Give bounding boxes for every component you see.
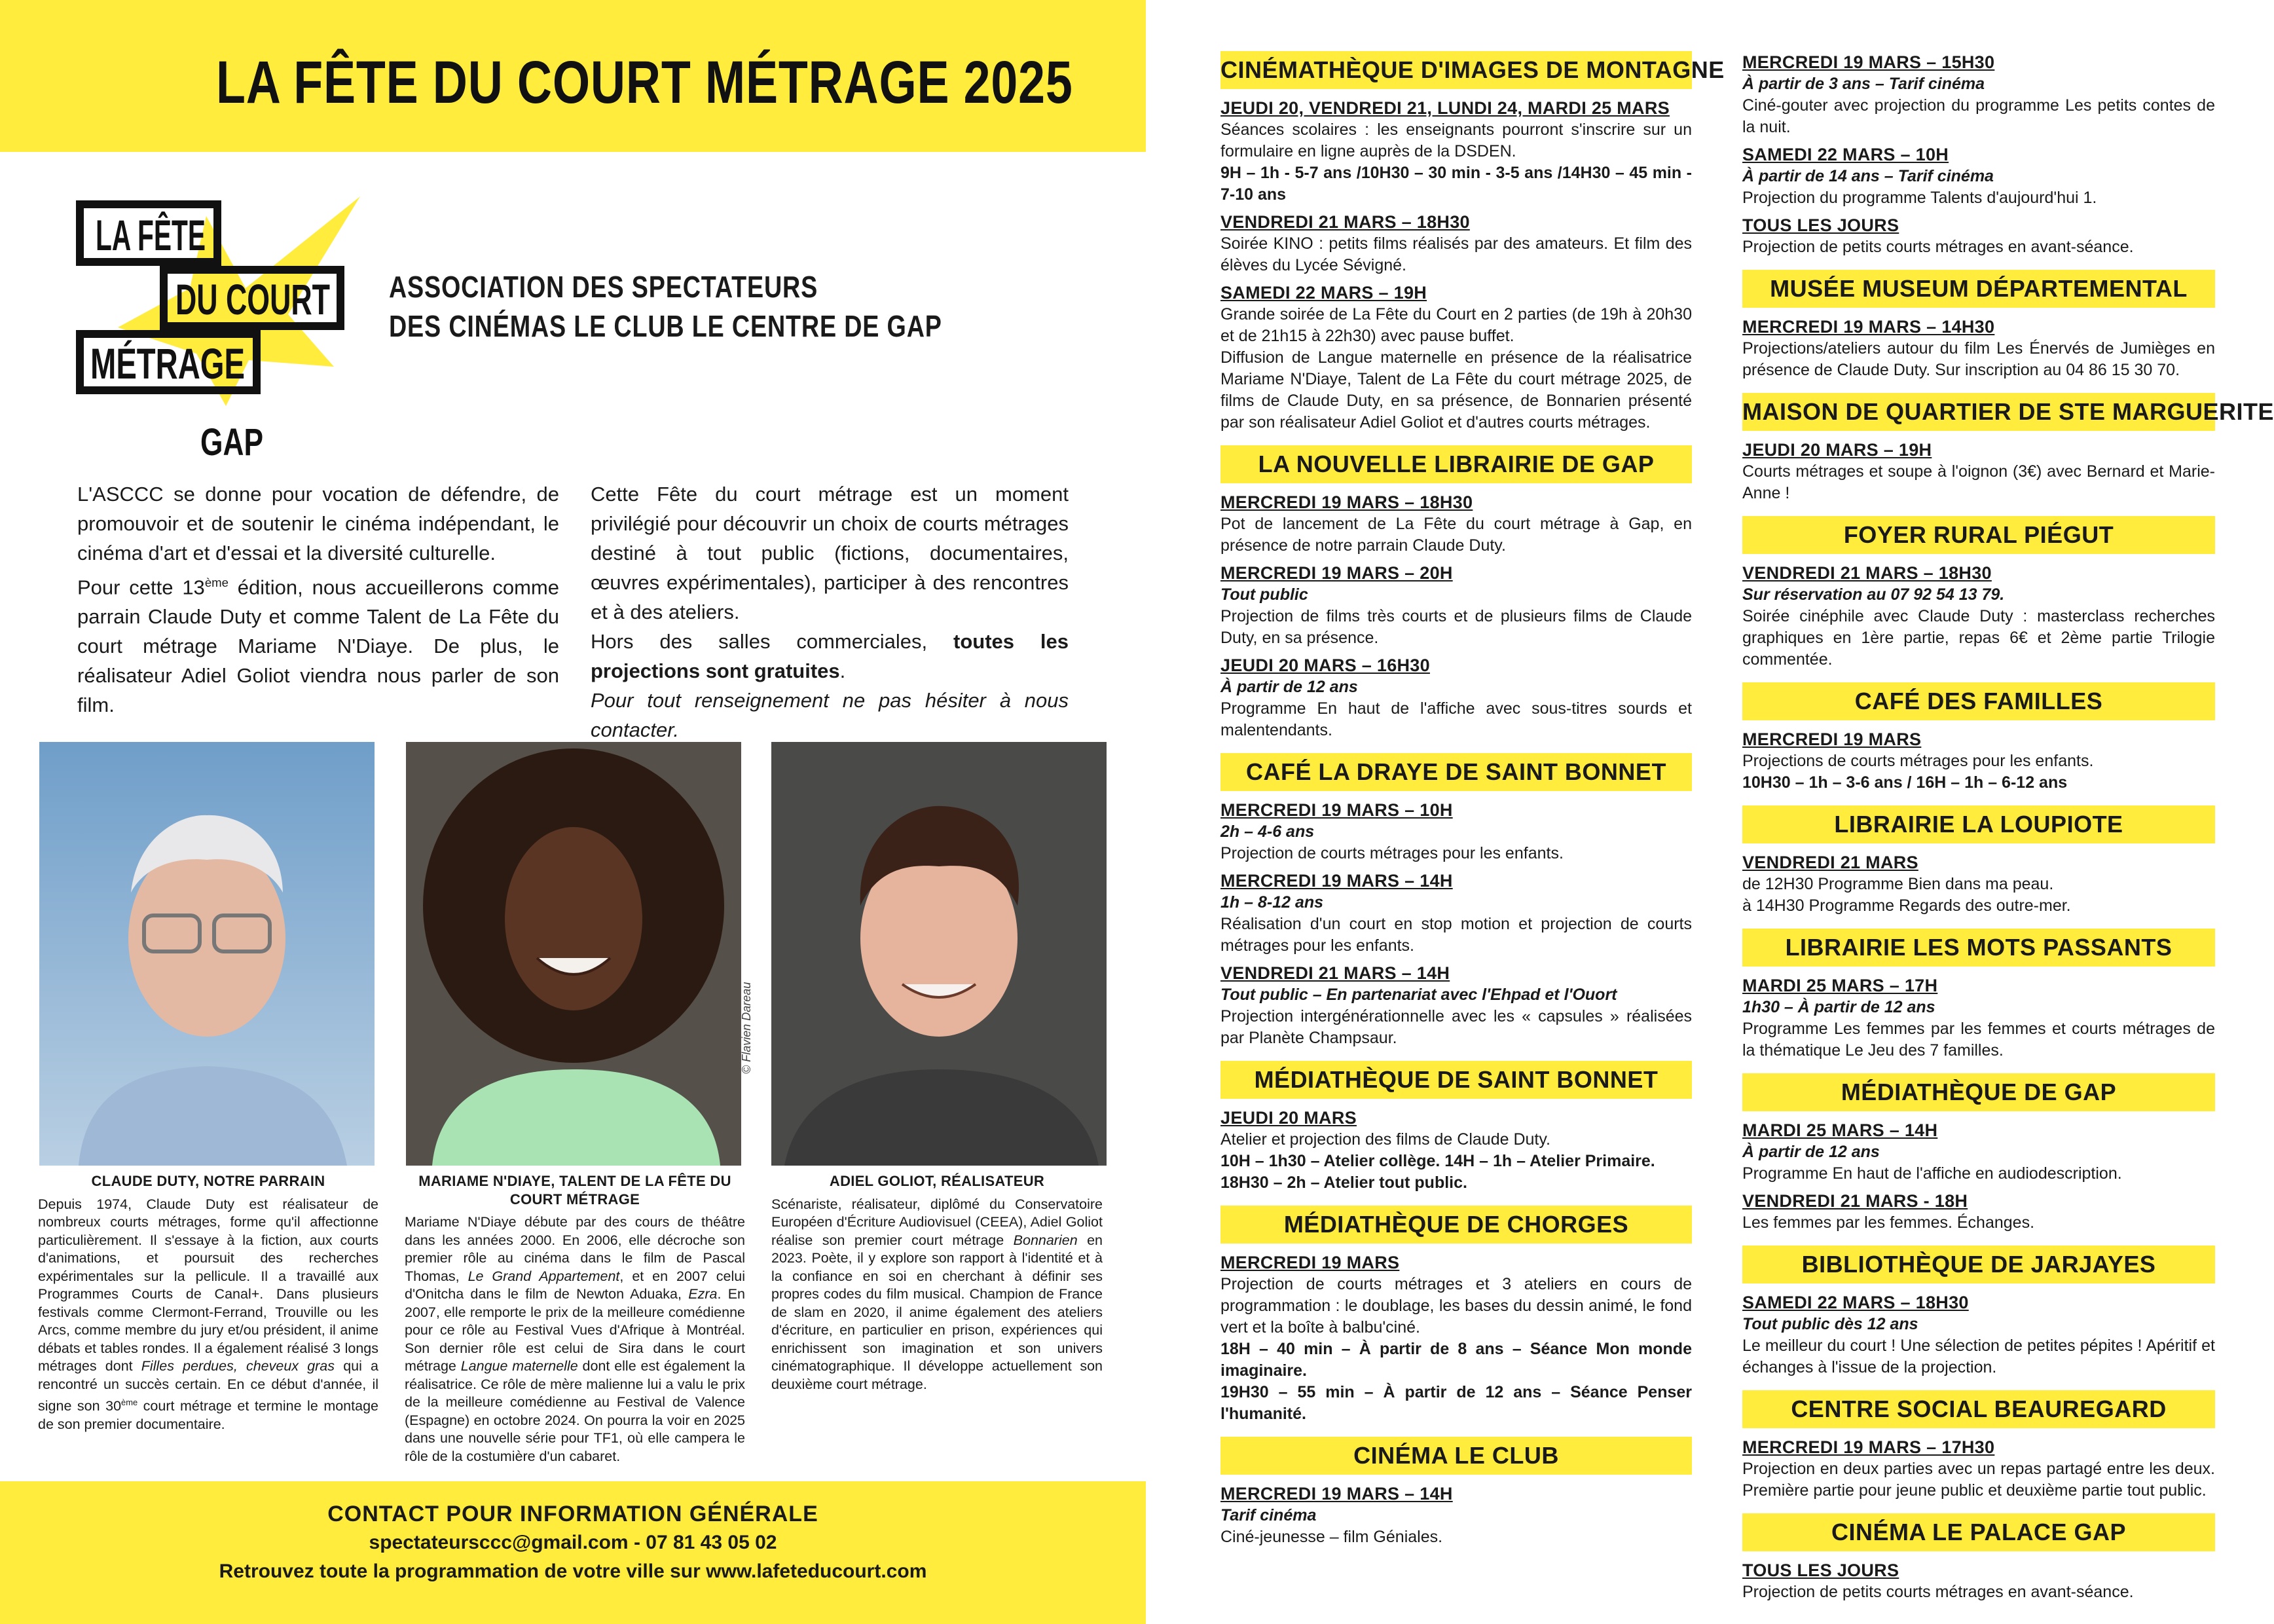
event-date: JEUDI 20, VENDREDI 21, LUNDI 24, MARDI 25 MARS [1220, 98, 1670, 118]
bio-mariame-ndiaye [405, 1172, 745, 1466]
photo-adiel-goliot [771, 742, 1107, 1166]
intro-paragraph: Cette Fête du court métrage est un moment privilégié pour découvrir un choix de courts métrages destiné à tout public (fictions, documentaires, œuvres expérimentales), participer à des rencontres et à des ateliers. [591, 483, 1069, 623]
bio-text-part: , et en 2007 celui d'Onitcha dans le film de Newton Aduaka, [405, 1268, 746, 1302]
logo-line-2: DU COURT [175, 275, 330, 323]
event-entry [1742, 974, 2215, 1061]
intro-sup: ème [204, 576, 229, 589]
schedule-column-right [1742, 51, 2274, 1608]
event-description: Programme Les femmes par les femmes et courts métrages de la thématique Le Jeu des 7 familles. [1742, 1020, 2215, 1060]
intro-text: . [839, 659, 846, 682]
event-subtitle: 1h – 8-12 ans [1220, 893, 1324, 912]
bio-italic: Le Grand Appartement [468, 1268, 620, 1284]
bio-heading: ADIEL GOLIOT, RÉALISATEUR [829, 1173, 1045, 1189]
event-entry [1742, 143, 2215, 209]
event-times: 19H30 – 55 min – À partir de 12 ans – Séance Penser l'humanité. [1220, 1383, 1692, 1423]
festival-logo [72, 190, 373, 465]
event-date: MERCREDI 19 MARS – 18H30 [1220, 492, 1473, 512]
event-entry [1742, 439, 2215, 504]
association-heading [389, 267, 942, 346]
event-date: JEUDI 20 MARS – 16H30 [1220, 655, 1430, 675]
bio-text [38, 1196, 378, 1434]
event-description: Projections/ateliers autour du film Les Énervés de Jumièges en présence de Claude Duty. Sur inscription au 04 86 15 30 70. [1742, 339, 2215, 379]
event-times: 18H30 – 2h – Atelier tout public. [1220, 1173, 1467, 1192]
bio-text-part: Scénariste, réalisateur, diplômé du Conservatoire Européen d'Écriture Audiovisuel (CEEA), Adiel Goliot réalise son premier court métrage [771, 1196, 1103, 1248]
bio-adiel-goliot [771, 1172, 1103, 1393]
event-subtitle: À partir de 12 ans [1742, 1143, 1880, 1161]
bio-text [771, 1196, 1103, 1394]
event-times: 10H – 1h30 – Atelier collège. 14H – 1h – Atelier Primaire. [1220, 1152, 1655, 1170]
event-description: Les femmes par les femmes. Échanges. [1742, 1213, 2035, 1232]
contact-email-phone[interactable]: spectateursccc@gmail.com - 07 81 43 05 02 [369, 1532, 777, 1553]
event-entry [1220, 491, 1692, 557]
event-subtitle: Tout public [1220, 585, 1308, 604]
event-date: MERCREDI 19 MARS – 14H [1220, 1484, 1453, 1504]
bio-text-part: en 2023. Poète, il y explore son rapport à l'identité et à la confiance en soi en cherchant à définir ses propres codes du film musical. Champion de France de slam en 2020, il anime également des ateliers d'écriture, en particulier en prison, expériences qui enrichissent son imagination et son univers cinématographique. Il développe actuellement son deuxième court métrage. [771, 1232, 1103, 1392]
event-description: Projection en deux parties avec un repas partagé entre les deux. Première partie pour jeune public et deuxième partie tout public. [1742, 1460, 2215, 1500]
event-date: VENDREDI 21 MARS – 14H [1220, 963, 1450, 983]
event-date: MERCREDI 19 MARS – 14H [1220, 871, 1453, 891]
event-subtitle: À partir de 3 ans – Tarif cinéma [1742, 75, 1985, 93]
event-subtitle: À partir de 12 ans [1220, 678, 1358, 696]
event-date: MERCREDI 19 MARS – 20H [1220, 563, 1453, 583]
intro-paragraph [77, 568, 559, 720]
event-description: Projection de petits courts métrages en avant-séance. [1742, 1583, 2134, 1601]
event-entry [1742, 1436, 2215, 1502]
bio-text-part: court métrage et termine le montage de son premier documentaire. [38, 1398, 378, 1432]
event-date: MERCREDI 19 MARS – 10H [1220, 800, 1453, 820]
event-entry [1742, 214, 2215, 258]
bio-heading: CLAUDE DUTY, NOTRE PARRAIN [91, 1173, 325, 1189]
venue-heading: LA NOUVELLE LIBRAIRIE DE GAP [1220, 445, 1692, 483]
event-description: Séances scolaires : les enseignants pourront s'inscrire sur un formulaire en ligne auprès de la DSDEN. [1220, 120, 1692, 160]
event-date: VENDREDI 21 MARS - 18H [1742, 1191, 1968, 1211]
venue-heading: FOYER RURAL PIÉGUT [1742, 516, 2215, 554]
event-entry [1742, 1119, 2215, 1185]
contact-block [0, 1500, 1146, 1586]
intro-paragraph: L'ASCCC se donne pour vocation de défendre, de promouvoir et de soutenir le cinéma indépendant, le cinéma d'art et d'essai et la diversité culturelle. [77, 483, 559, 564]
event-description: Projection de films très courts et de plusieurs films de Claude Duty, en sa présence. [1220, 607, 1692, 647]
event-entry [1220, 1483, 1692, 1548]
bio-text-part: . En 2007, elle remporte le prix de la meilleure comédienne pour ce rôle au Festival Vues d'Afrique à Montréal. Son dernier rôle est celui de Sira dans le court métrage [405, 1286, 745, 1374]
intro-contact-note: Pour tout renseignement ne pas hésiter à nous contacter. [591, 689, 1069, 741]
event-entry [1220, 962, 1692, 1049]
intro-text: Hors des salles commerciales, [591, 630, 954, 653]
intro-right [591, 479, 1069, 774]
intro-bold: toutes les projections sont gratuites [591, 630, 1069, 682]
venue-heading: CENTRE SOCIAL BEAUREGARD [1742, 1390, 2215, 1428]
event-description: Grande soirée de La Fête du Court en 2 parties (de 19h à 20h30 et de 21h15 à 22h30) avec pause buffet. [1220, 305, 1692, 345]
event-subtitle: 2h – 4-6 ans [1220, 822, 1315, 841]
bio-italic: Filles perdues, cheveux gras [141, 1358, 335, 1374]
event-date: SAMEDI 22 MARS – 19H [1220, 283, 1427, 303]
bio-text-part: qui a rencontré un succès certain. En ce début d'année, il signe son 30 [38, 1358, 378, 1414]
event-entry [1220, 282, 1692, 434]
event-date: VENDREDI 21 MARS – 18H30 [1220, 212, 1470, 232]
event-description: Ciné-gouter avec projection du programme Les petits contes de la nuit. [1742, 96, 2215, 136]
event-subtitle: Tarif cinéma [1220, 1506, 1317, 1524]
event-subtitle: À partir de 14 ans – Tarif cinéma [1742, 167, 1994, 185]
venue-heading: MAISON DE QUARTIER DE STE MARGUERITE [1742, 393, 2215, 431]
venue-heading: MÉDIATHÈQUE DE GAP [1742, 1073, 2215, 1111]
event-date: MARDI 25 MARS – 17H [1742, 976, 1938, 995]
event-date: MERCREDI 19 MARS – 17H30 [1742, 1437, 1995, 1457]
venue-heading: MUSÉE MUSEUM DÉPARTEMENTAL [1742, 270, 2215, 308]
event-date: MERCREDI 19 MARS [1220, 1253, 1400, 1272]
association-line-1: ASSOCIATION DES SPECTATEURS [389, 270, 818, 304]
event-date: VENDREDI 21 MARS [1742, 853, 1918, 872]
event-entry [1220, 1251, 1692, 1425]
venue-heading: CAFÉ DES FAMILLES [1742, 682, 2215, 720]
bio-sup: ème [121, 1397, 138, 1407]
bio-italic: Langue maternelle [460, 1358, 578, 1374]
event-description: Réalisation d'un court en stop motion et projection de courts métrages pour les enfants. [1220, 915, 1692, 955]
contact-title: CONTACT POUR INFORMATION GÉNÉRALE [327, 1502, 818, 1526]
event-description: Projection de petits courts métrages en avant-séance. [1742, 238, 2134, 256]
event-date: VENDREDI 21 MARS – 18H30 [1742, 563, 1992, 583]
event-date: MARDI 25 MARS – 14H [1742, 1120, 1938, 1140]
schedule-column-left [1220, 51, 1725, 1553]
bio-italic: Bonnarien [1013, 1232, 1078, 1248]
event-description: Soirée KINO : petits films réalisés par des amateurs. Et film des élèves du Lycée Sévigné. [1220, 234, 1692, 274]
event-date: MERCREDI 19 MARS – 14H30 [1742, 317, 1995, 337]
event-description: Projection de courts métrages et 3 ateliers en cours de programmation : le doublage, les bases du dessin animé, le fond vert et la boîte à balbu'ciné. [1220, 1275, 1692, 1337]
bio-text-part: Depuis 1974, Claude Duty est réalisateur de nombreux courts métrages, forme qu'il affectionne particulièrement. Il s'essaye à la fiction, aux courts d'animations, et poursuit des recherches expérimentales sur la pellicule. Il a travaillé aux Programmes Courts de Canal+. Dans plusieurs festivals comme Clermont-Ferrand, Trouville ou les Arcs, comme membre du jury et/ou président, il anime débats et tables rondes. Il a également réalisé 3 longs métrages dont [38, 1196, 378, 1374]
event-date: JEUDI 20 MARS – 19H [1742, 440, 1932, 460]
event-description: Diffusion de Langue maternelle en présence de la réalisatrice Mariame N'Diaye, Talent de La Fête du court métrage 2025, de films de Claude Duty, en sa présence, de Bonnarien présenté par son réalisateur Adiel Goliot et d'autres courts métrages. [1220, 348, 1692, 432]
event-entry [1742, 562, 2215, 671]
event-date: MERCREDI 19 MARS [1742, 729, 1922, 749]
event-entry [1742, 728, 2215, 794]
page-title: LA FÊTE DU COURT MÉTRAGE 2025 [216, 49, 1073, 116]
logo-line-3: MÉTRAGE [90, 339, 245, 388]
venue-heading: CINÉMATHÈQUE D'IMAGES DE MONTAGNE [1220, 51, 1692, 89]
event-date: TOUS LES JOURS [1742, 1560, 1899, 1580]
event-description: Projection de courts métrages pour les enfants. [1220, 844, 1564, 862]
event-description: Projection intergénérationnelle avec les « capsules » réalisées par Planète Champsaur. [1220, 1007, 1692, 1047]
photo-claude-duty [39, 742, 375, 1166]
logo-line-4: GAP [200, 421, 263, 464]
event-description: Courts métrages et soupe à l'oignon (3€) avec Bernard et Marie-Anne ! [1742, 462, 2215, 502]
event-description: de 12H30 Programme Bien dans ma peau. [1742, 875, 2054, 893]
venue-heading: LIBRAIRIE LES MOTS PASSANTS [1742, 929, 2215, 967]
event-entry [1220, 870, 1692, 957]
event-description: Soirée cinéphile avec Claude Duty : masterclass recherches graphiques en 1ère partie, repas 6€ et 2ème partie Trilogie commentée. [1742, 607, 2215, 669]
bio-text-part: Mariame N'Diaye débute par des cours de théâtre dans les années 2000. En 2006, elle décroche son premier rôle au cinéma dans le film de Pascal Thomas, [405, 1214, 745, 1284]
association-line-2: DES CINÉMAS LE CLUB LE CENTRE DE GAP [389, 309, 942, 343]
bio-text-part: dont elle est également la réalisatrice. Ce rôle de mère malienne lui a valu le prix de la meilleure comédienne au Festival de Valence (Espagne) en octobre 2024. On pourra la voir en 2025 dans une nouvelle série pour TF1, où elle campera le rôle de la costumière d'un cabaret. [405, 1358, 745, 1464]
event-description: à 14H30 Programme Regards des outre-mer. [1742, 896, 2071, 915]
event-subtitle: 1h30 – À partir de 12 ans [1742, 998, 1935, 1016]
intro-text: édition, nous accueillerons comme parrain Claude Duty et comme Talent de La Fête du court métrage Mariame N'Diaye. De plus, le réalisateur Adiel Goliot viendra nous parler de son film. [77, 576, 559, 717]
event-entry [1220, 799, 1692, 864]
event-entry [1220, 97, 1692, 206]
event-description: Le meilleur du court ! Une sélection de petites pépites ! Apéritif et échanges à l'issue de la projection. [1742, 1337, 2215, 1376]
bio-claude-duty [38, 1172, 378, 1433]
event-description: Ciné-jeunesse – film Géniales. [1220, 1528, 1443, 1546]
event-subtitle: Tout public – En partenariat avec l'Ehpad et l'Ouort [1220, 986, 1617, 1004]
event-description: Projection du programme Talents d'aujourd'hui 1. [1742, 189, 2097, 207]
photo-mariame-ndiaye [406, 742, 741, 1166]
event-entry [1742, 316, 2215, 381]
bio-italic: Ezra [688, 1286, 718, 1302]
event-subtitle: Tout public dès 12 ans [1742, 1315, 1918, 1333]
event-description: Pot de lancement de La Fête du court métrage à Gap, en présence de notre parrain Claude Duty. [1220, 515, 1692, 555]
event-description: Programme En haut de l'affiche en audiodescription. [1742, 1164, 2122, 1183]
event-date: SAMEDI 22 MARS – 18H30 [1742, 1293, 1969, 1312]
event-description: Atelier et projection des films de Claude Duty. [1220, 1130, 1550, 1149]
logo-line-1: LA FÊTE [96, 211, 206, 259]
event-entry [1220, 654, 1692, 741]
event-date: TOUS LES JOURS [1742, 215, 1899, 235]
intro-left [77, 479, 559, 720]
venue-heading: MÉDIATHÈQUE DE SAINT BONNET [1220, 1061, 1692, 1099]
event-times: 10H30 – 1h – 3-6 ans / 16H – 1h – 6-12 ans [1742, 773, 2068, 792]
photo-credit: © Flavien Dareau [740, 982, 753, 1074]
event-date: JEUDI 20 MARS [1220, 1108, 1357, 1128]
event-entry [1220, 1107, 1692, 1194]
venue-heading: CAFÉ LA DRAYE DE SAINT BONNET [1220, 753, 1692, 791]
bio-heading: MARIAME N'DIAYE, TALENT DE LA FÊTE DU COURT MÉTRAGE [418, 1173, 731, 1208]
contact-programme-link[interactable]: Retrouvez toute la programmation de votre ville sur www.lafeteducourt.com [219, 1560, 927, 1582]
event-subtitle: Sur réservation au 07 92 54 13 79. [1742, 585, 2005, 604]
event-times: 18H – 40 min – À partir de 8 ans – Séance Mon monde imaginaire. [1220, 1340, 1692, 1380]
venue-heading: CINÉMA LE CLUB [1220, 1437, 1692, 1475]
event-date: SAMEDI 22 MARS – 10H [1742, 145, 1949, 164]
event-entry [1220, 562, 1692, 649]
event-entry [1742, 51, 2215, 138]
logo-star-icon [72, 190, 373, 465]
event-entry [1742, 1190, 2215, 1234]
event-entry [1742, 1559, 2215, 1603]
event-description: Projections de courts métrages pour les enfants. [1742, 752, 2094, 770]
venue-heading: LIBRAIRIE LA LOUPIOTE [1742, 805, 2215, 843]
bio-text [405, 1213, 745, 1466]
event-times: 9H – 1h - 5-7 ans /10H30 – 30 min - 3-5 ans /14H30 – 45 min - 7-10 ans [1220, 164, 1692, 204]
intro-text: Pour cette 13 [77, 576, 205, 599]
event-entry [1742, 1291, 2215, 1378]
event-description: Programme En haut de l'affiche avec sous-titres sourds et malentendants. [1220, 699, 1692, 739]
event-entry [1220, 211, 1692, 276]
intro-paragraph [591, 627, 1069, 686]
event-date: MERCREDI 19 MARS – 15H30 [1742, 52, 1995, 72]
venue-heading: CINÉMA LE PALACE GAP [1742, 1513, 2215, 1551]
venue-heading: MÉDIATHÈQUE DE CHORGES [1220, 1206, 1692, 1244]
event-entry [1742, 851, 2215, 917]
venue-heading: BIBLIOTHÈQUE DE JARJAYES [1742, 1246, 2215, 1283]
